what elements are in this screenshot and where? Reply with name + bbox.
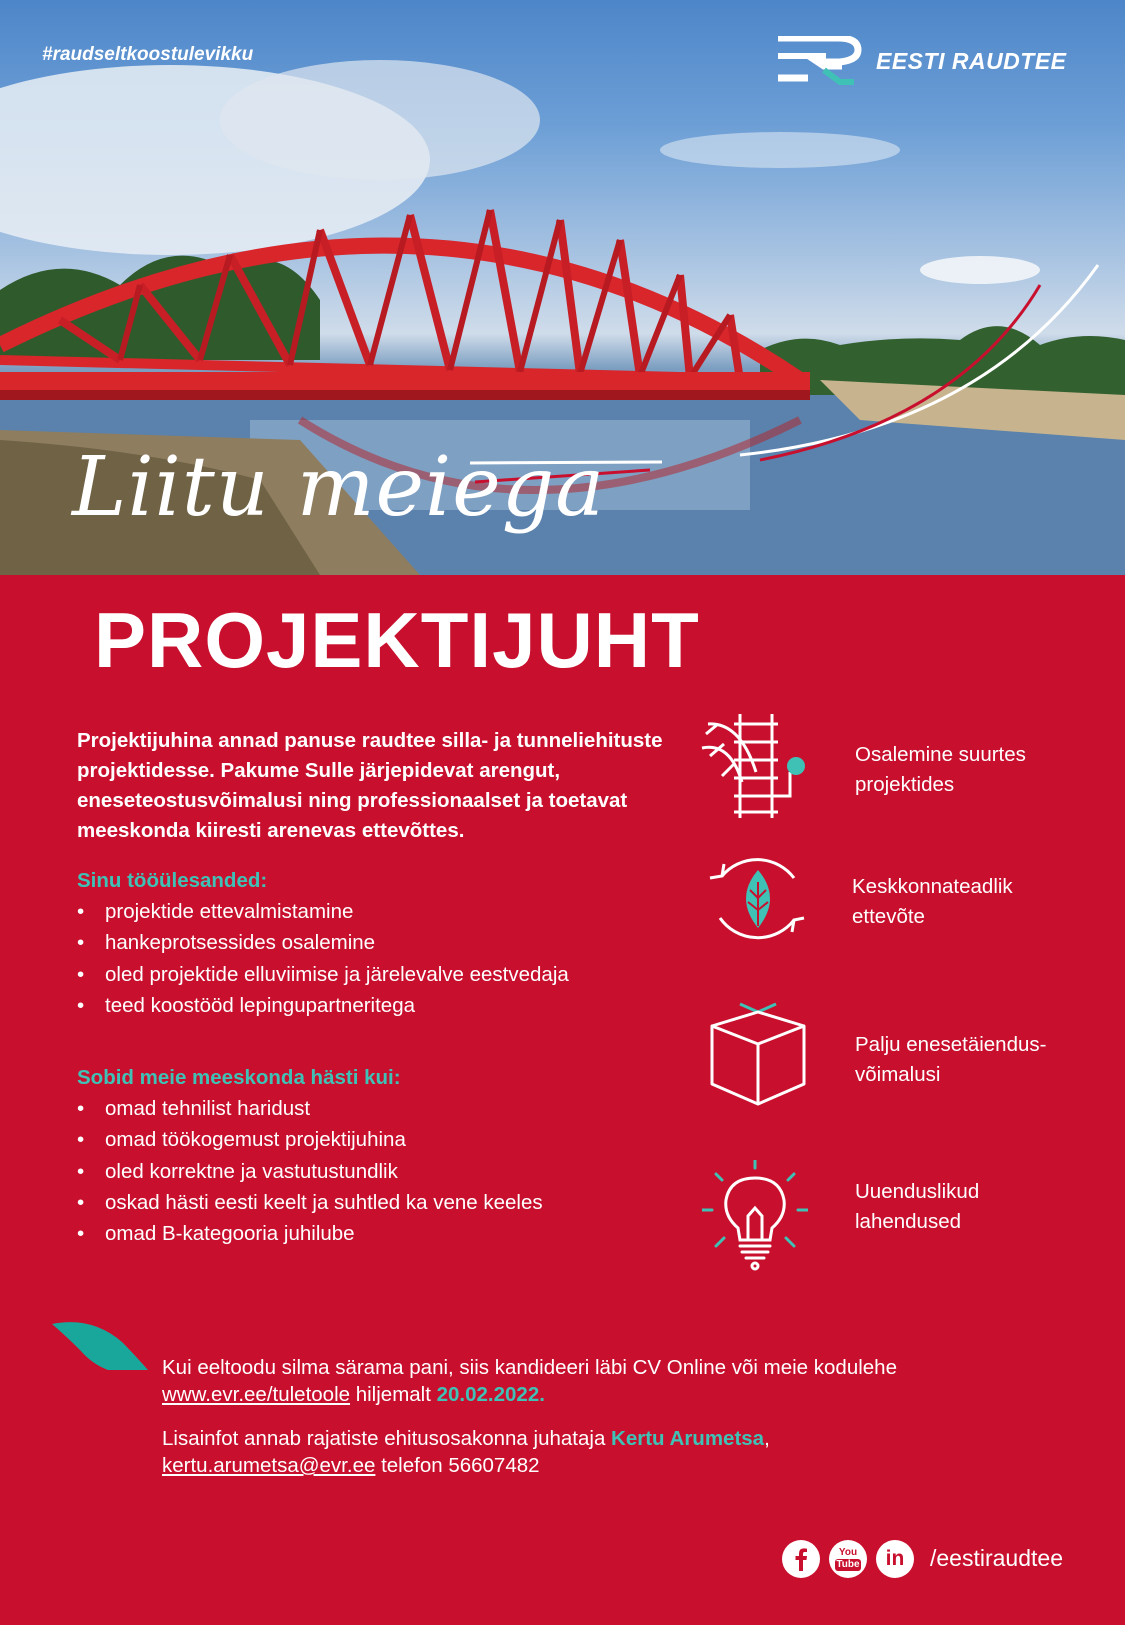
eco-leaf-icon xyxy=(702,848,812,948)
contact-phone: telefon 56607482 xyxy=(375,1454,540,1477)
feature-text: Uuenduslikud lahendused xyxy=(855,1180,980,1233)
deadline: 20.02.2022. xyxy=(436,1383,545,1406)
intro-paragraph: Projektijuhina annad panuse raudtee silla- ja tunneliehituste projektidesse. Pakume Sulle järjepidevat arengut, eneseteostusvõimalusi ning professionaalset ja toetavat meeskonda kiiresti arenevas ettevõttes. xyxy=(77,729,663,842)
contact-email-link[interactable]: kertu.arumetsa@evr.ee xyxy=(162,1454,376,1477)
contact-paragraph: Lisainfot annab rajatiste ehitusosakonna juhataja Kertu Arumetsa, kertu.arumetsa@evr.ee telefon 56607482 xyxy=(162,1427,770,1477)
hashtag: #raudseltkoostulevikku xyxy=(42,44,254,65)
apply-paragraph: Kui eeltoodu silma särama pani, siis kandideeri läbi CV Online või meie kodulehe www.evr.ee/tuletoole hiljemalt 20.02.2022. xyxy=(162,1356,897,1406)
facebook-icon[interactable] xyxy=(782,1540,820,1578)
contact-name: Kertu Arumetsa xyxy=(611,1427,765,1450)
hero-photo xyxy=(0,0,1125,575)
list-item: • projektide ettevalmistamine xyxy=(77,896,677,927)
careers-link[interactable]: www.evr.ee/tuletoole xyxy=(162,1383,351,1406)
linkedin-icon[interactable]: in xyxy=(876,1540,914,1578)
feature-text: Palju enesetäiendus- võimalusi xyxy=(855,1033,1047,1086)
list-item: • oled korrektne ja vastutustundlik xyxy=(77,1156,677,1187)
requirements-heading: Sobid meie meeskonda hästi kui: xyxy=(77,1066,401,1090)
light-bulb-icon xyxy=(702,1160,808,1272)
tasks-list xyxy=(77,896,677,1021)
list-item: • hankeprotsessides osalemine xyxy=(77,927,677,958)
social-handle[interactable]: /eestiraudtee xyxy=(930,1545,1063,1571)
logo-text: EESTI RAUDTEE xyxy=(876,48,1067,74)
list-item: • oskad hästi eesti keelt ja suhtled ka vene keeles xyxy=(77,1187,677,1218)
logo-mark-icon xyxy=(778,36,862,86)
feature-text: Keskkonnateadlik ettevõte xyxy=(852,875,1013,928)
list-item: • oled projektide elluviimise ja järelevalve eestvedaja xyxy=(77,959,677,990)
youtube-icon[interactable]: You Tube xyxy=(829,1540,867,1578)
list-item: • omad tehnilist haridust xyxy=(77,1093,677,1124)
apply-section xyxy=(162,1354,1062,1479)
eesti-raudtee-logo[interactable] xyxy=(778,36,1078,86)
job-title: PROJEKTIJUHT xyxy=(94,596,700,684)
teal-swoosh-icon xyxy=(52,1320,148,1374)
rail-switch-icon xyxy=(700,712,810,820)
list-item: • teed koostööd lepingupartneritega xyxy=(77,990,677,1021)
script-headline: Liitu meiega xyxy=(72,440,606,535)
feature-text: Osalemine suurtes projektides xyxy=(855,743,1026,796)
requirements-list xyxy=(77,1093,677,1249)
list-item: • omad töökogemust projektijuhina xyxy=(77,1124,677,1155)
list-item: • omad B-kategooria juhilube xyxy=(77,1218,677,1249)
open-book-icon xyxy=(708,1000,808,1108)
tasks-heading: Sinu tööülesanded: xyxy=(77,869,268,892)
job-description xyxy=(77,726,677,1250)
